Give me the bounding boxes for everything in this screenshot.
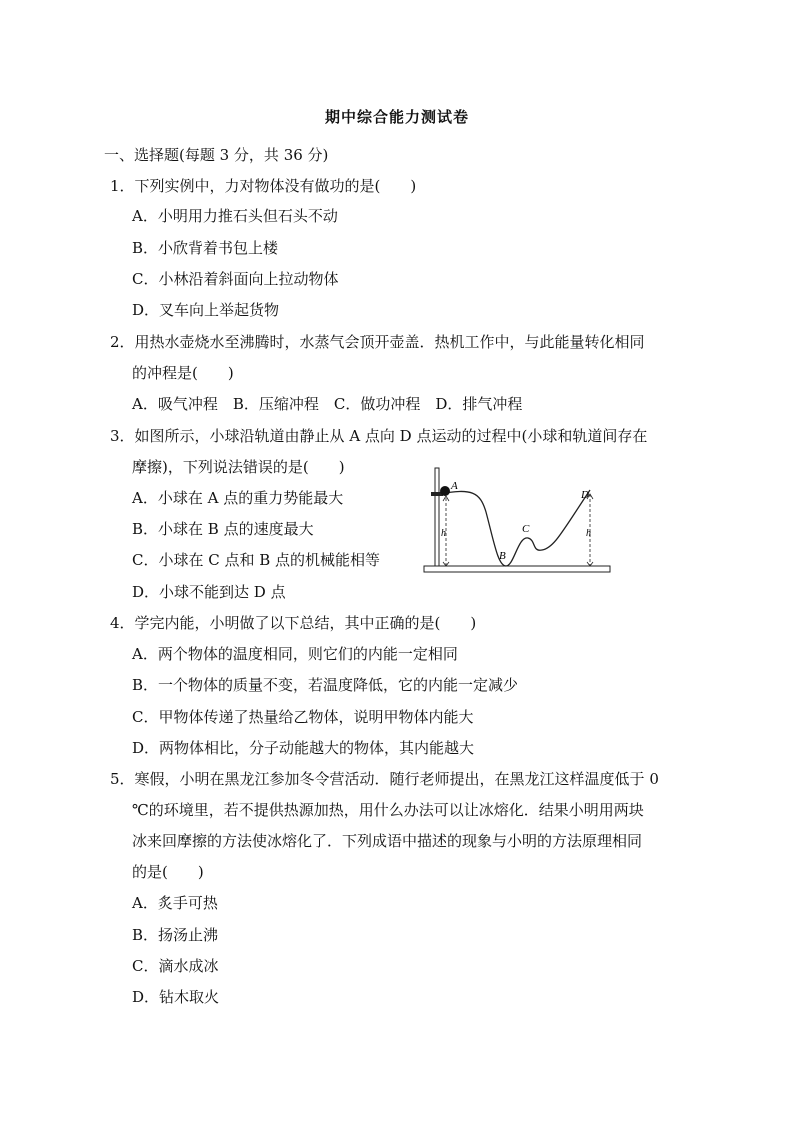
question-3-option-c: C．小球在 C 点和 B 点的机械能相等: [132, 551, 381, 569]
label-b: B: [499, 550, 506, 562]
question-5-option-b: B．扬汤止沸: [132, 926, 219, 944]
track-curve: [439, 490, 590, 566]
question-1-option-c: C．小林沿着斜面向上拉动物体: [132, 270, 339, 288]
question-3-option-a: A．小球在 A 点的重力势能最大: [132, 489, 344, 507]
question-4-option-b: B．一个物体的质量不变，若温度降低，它的内能一定减少: [132, 676, 519, 694]
question-3-stem: 3．如图所示，小球沿轨道由静止从 A 点向 D 点运动的过程中(小球和轨道间存在: [110, 427, 648, 445]
question-1-option-b: B．小欣背着书包上楼: [132, 239, 279, 257]
question-2-stem: 2．用热水壶烧水至沸腾时，水蒸气会顶开壶盖．热机工作中，与此能量转化相同: [110, 333, 645, 351]
question-5-option-c: C．滴水成冰: [132, 957, 219, 975]
question-2-options: A．吸气冲程 B．压缩冲程 C．做功冲程 D．排气冲程: [132, 395, 523, 413]
question-5-stem: 5．寒假，小明在黑龙江参加冬令营活动．随行老师提出，在黑龙江这样温度低于 0: [110, 770, 659, 788]
question-1-stem: 1．下列实例中，力对物体没有做功的是( ): [110, 177, 417, 195]
stand-pole: [435, 468, 439, 566]
question-2-stem-cont: 的冲程是( ): [132, 364, 234, 382]
question-5-stem-cont-1: ℃的环境里，若不提供热源加热，用什么办法可以让冰熔化．结果小明用两块: [132, 801, 644, 819]
section-heading: 一、选择题(每题 3 分，共 36 分): [104, 146, 329, 164]
label-d: D: [581, 489, 589, 501]
track-diagram: [422, 462, 618, 578]
question-5-stem-cont-2: 冰来回摩擦的方法使冰熔化了．下列成语中描述的现象与小明的方法原理相同: [132, 832, 643, 850]
label-h-right: h: [586, 528, 591, 539]
question-5-stem-cont-3: 的是( ): [132, 863, 204, 881]
question-3-option-d: D．小球不能到达 D 点: [132, 583, 286, 601]
ball: [440, 486, 450, 496]
question-4-option-d: D．两物体相比，分子动能越大的物体，其内能越大: [132, 739, 475, 757]
label-c: C: [522, 523, 530, 535]
label-h-left: h: [441, 528, 446, 539]
question-1-option-a: A．小明用力推石头但石头不动: [132, 207, 338, 225]
question-3-option-b: B．小球在 B 点的速度最大: [132, 520, 314, 538]
page-title: 期中综合能力测试卷: [324, 108, 469, 126]
question-5-option-a: A．炙手可热: [132, 894, 218, 912]
label-a: A: [451, 480, 458, 492]
question-3-stem-cont: 摩擦)，下列说法错误的是( ): [132, 458, 345, 476]
question-4-stem: 4．学完内能，小明做了以下总结，其中正确的是( ): [110, 614, 477, 632]
question-5-option-d: D．钻木取火: [132, 988, 220, 1006]
question-4-option-a: A．两个物体的温度相同，则它们的内能一定相同: [132, 645, 458, 663]
base-plate: [424, 566, 610, 572]
question-1-option-d: D．叉车向上举起货物: [132, 301, 280, 319]
question-4-option-c: C．甲物体传递了热量给乙物体，说明甲物体内能大: [132, 708, 474, 726]
